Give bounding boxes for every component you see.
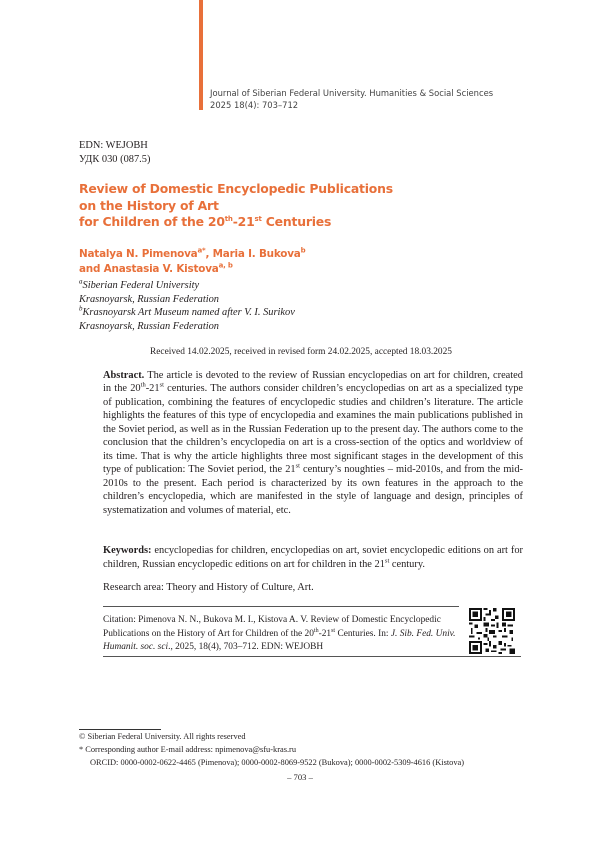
affiliation-a-name: Siberian Federal University <box>82 280 200 291</box>
abstract-text: The article is devoted to the review of Russian encyclopedias on art for children, created in the 20 <box>103 370 523 395</box>
affiliation-b-name: Krasnoyarsk Art Museum named after V. I. Surikov <box>82 307 295 319</box>
citation-superscript: st <box>331 627 336 634</box>
affiliation-b-city: Krasnoyarsk, Russian Federation <box>79 320 219 332</box>
abstract-text: century’s noughties – mid-2010s, and from the mid-2010s to the present. Each period is characterized by its own features in the approach to the children’s encyclopedia, which are manifested in the style of language and design, principles of systematization and volumes of material, etc. <box>103 464 523 516</box>
title-line-3 <box>79 214 459 231</box>
received-dates: Received 14.02.2025, received in revised form 24.02.2025, accepted 18.03.2025 <box>150 347 452 357</box>
abstract-superscript: st <box>159 381 164 389</box>
footnotes <box>79 731 464 769</box>
title-superscript: st <box>254 214 262 223</box>
affiliation-a-org <box>79 279 295 293</box>
affiliation-mark: a <box>79 277 83 286</box>
citation-superscript: th <box>313 627 319 634</box>
header-accent-bar <box>199 0 203 110</box>
author-kistova: and Anastasia V. Kistova <box>79 263 219 275</box>
citation-bottom-rule <box>103 656 521 657</box>
author-separator: , <box>205 248 213 260</box>
affiliation-mark: b <box>79 304 83 313</box>
page-number: – 703 – <box>287 772 313 782</box>
author-affiliation-mark: a* <box>197 246 206 255</box>
title-line-1: Review of Domestic Encyclopedic Publications <box>79 181 393 196</box>
article-title <box>79 181 459 231</box>
title-text: -21 <box>232 214 255 229</box>
qr-code-icon <box>469 608 515 654</box>
author-affiliation-mark: a, b <box>218 261 233 270</box>
title-text: for Children of the 20 <box>79 214 225 229</box>
orcid-note: ORCID: 0000-0002-0622-4465 (Pimenova); 0000-0002-8069-9522 (Bukova); 0000-0002-5309-4616 (Kistova) <box>90 757 465 767</box>
citation-journal: J. Sib. Fed. Univ. Humanit. soc. sci <box>103 628 456 653</box>
citation-text: -21 <box>318 628 332 639</box>
edn-code: EDN: WEJOBH <box>79 140 148 151</box>
author-affiliation-mark: b <box>300 246 306 255</box>
citation-text: Centuries. In: <box>335 628 391 639</box>
abstract <box>103 369 523 517</box>
author-pimenova: Natalya N. Pimenova <box>79 248 198 260</box>
abstract-superscript: th <box>140 381 146 389</box>
affiliation-b-org <box>79 306 295 320</box>
footnote-rule <box>79 729 161 730</box>
udk-code: УДК 030 (087.5) <box>79 153 151 165</box>
journal-issue: 2025 18(4): 703–712 <box>210 99 299 110</box>
keywords-superscript: st <box>384 557 390 565</box>
copyright-note: © Siberian Federal University. All rights reserved <box>79 732 246 741</box>
abstract-text: centuries. The authors consider children’s encyclopedias on art as a specialized type of publication, combining the features of encyclopedic studies and children’s literature. The article highlights the features of this type of encyclopedia and examines the main publications published in the Soviet period, as well as in the Russian Federation up to the present day. The authors come to the conclusion that the children’s encyclopedia on art is a cross-section of the optics and worldview of its time. That is why the article highlights three most significant stages in the development of this type of publication: The Soviet period, the 21 <box>103 383 524 476</box>
journal-header <box>210 88 493 111</box>
journal-name: Journal of Siberian Federal University. Humanities & Social Sciences <box>210 88 494 98</box>
keywords <box>103 544 523 571</box>
affiliation-a-city: Krasnoyarsk, Russian Federation <box>79 293 219 305</box>
authors-line-1 <box>79 247 305 262</box>
citation-text: Citation: Pimenova N. N., Bukova M. I., Kistova A. V. Review of Domestic Encyclopedic Publications on the History of Art for Children of the 20 <box>103 615 441 639</box>
citation <box>103 614 459 655</box>
authors-line-2 <box>79 262 305 277</box>
abstract-superscript: st <box>295 462 300 470</box>
title-superscript: th <box>224 214 233 223</box>
citation-text: ., 2025, 18(4), 703–712. EDN: WEJOBH <box>168 642 324 653</box>
corresponding-author-note: * Corresponding author E-mail address: npimenova@sfu-kras.ru <box>79 744 297 754</box>
citation-top-rule <box>103 606 459 607</box>
author-bukova: Maria I. Bukova <box>212 248 301 260</box>
identifiers <box>79 139 150 166</box>
keywords-text: century. <box>389 558 425 570</box>
title-line-2: on the History of Art <box>79 197 219 213</box>
affiliations <box>79 279 295 333</box>
keywords-label: Keywords: <box>103 545 152 556</box>
abstract-text: -21 <box>145 383 160 395</box>
author-list <box>79 247 305 277</box>
keywords-text: encyclopedias for children, encyclopedias on art, soviet encyclopedic editions on art for children, Russian encyclopedic editions on art for children in the 21 <box>103 545 523 570</box>
research-area: Research area: Theory and History of Culture, Art. <box>103 582 314 593</box>
title-text: Centuries <box>261 214 332 229</box>
abstract-label: Abstract. <box>103 370 145 381</box>
